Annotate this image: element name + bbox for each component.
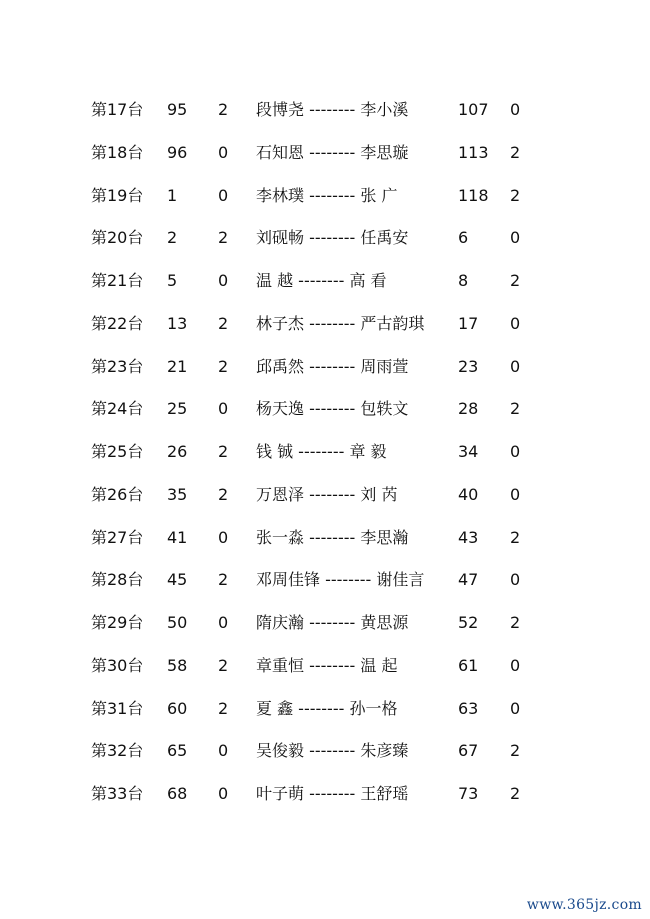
player-a-number: 5 [167, 271, 178, 290]
match-row [0, 431, 650, 474]
player-a-number: 35 [167, 484, 188, 504]
player-a-score: 0 [218, 399, 229, 419]
player-a-number: 96 [167, 142, 188, 162]
player-b-number: 61 [458, 655, 479, 675]
player-b-score: 2 [510, 613, 521, 632]
match-row [0, 175, 650, 218]
match-row [0, 517, 650, 560]
match-row [0, 89, 650, 132]
player-b-score: 2 [510, 527, 521, 547]
player-b-score: 0 [510, 484, 521, 504]
pairing-names: 段博尧 -------- 李小溪 [256, 100, 409, 119]
match-row [0, 346, 650, 389]
match-row [0, 645, 650, 688]
pairing-names: 刘砚畅 -------- 任禹安 [256, 228, 409, 248]
player-a-score: 0 [218, 741, 229, 761]
table-number: 第25台 [91, 442, 144, 461]
player-a-score: 2 [218, 570, 229, 590]
player-b-number: 23 [458, 356, 479, 376]
pairing-names: 林子杰 -------- 严古韵琪 [256, 313, 425, 333]
table-number: 第30台 [91, 655, 144, 675]
match-row [0, 217, 650, 260]
player-b-score: 2 [510, 399, 521, 419]
player-b-number: 34 [458, 442, 479, 461]
table-number: 第33台 [91, 784, 144, 803]
player-b-score: 2 [510, 741, 521, 761]
player-a-number: 95 [167, 100, 188, 119]
player-b-number: 107 [458, 100, 489, 119]
player-b-number: 40 [458, 484, 479, 504]
table-number: 第28台 [91, 570, 144, 590]
player-a-score: 2 [218, 655, 229, 675]
match-row [0, 388, 650, 431]
pairing-names: 章重恒 -------- 温 起 [256, 655, 398, 675]
pairing-names: 夏 鑫 -------- 孙一格 [256, 698, 398, 718]
match-row [0, 303, 650, 346]
player-b-number: 28 [458, 399, 479, 419]
table-number: 第26台 [91, 484, 144, 504]
table-number: 第24台 [91, 399, 144, 419]
player-b-number: 17 [458, 313, 479, 333]
player-a-number: 50 [167, 613, 188, 632]
pairing-names: 杨天逸 -------- 包轶文 [256, 399, 409, 419]
player-a-number: 41 [167, 527, 188, 547]
match-row [0, 559, 650, 602]
pairing-names: 叶子萌 -------- 王舒瑶 [256, 784, 409, 803]
player-b-number: 67 [458, 741, 479, 761]
player-a-score: 2 [218, 100, 229, 119]
table-number: 第32台 [91, 741, 144, 761]
player-a-number: 60 [167, 698, 188, 718]
player-b-score: 0 [510, 655, 521, 675]
player-a-score: 0 [218, 185, 229, 205]
player-a-score: 0 [218, 271, 229, 290]
pairing-names: 邓周佳锋 -------- 谢佳言 [256, 570, 425, 590]
match-row [0, 602, 650, 645]
table-number: 第20台 [91, 228, 144, 248]
player-a-number: 26 [167, 442, 188, 461]
player-a-score: 2 [218, 356, 229, 376]
player-a-number: 13 [167, 313, 188, 333]
table-number: 第17台 [91, 100, 144, 119]
pairing-names: 钱 铖 -------- 章 毅 [256, 442, 387, 461]
pairing-names: 李林璞 -------- 张 广 [256, 185, 398, 205]
player-a-score: 2 [218, 484, 229, 504]
player-a-score: 2 [218, 313, 229, 333]
player-a-score: 2 [218, 442, 229, 461]
match-row [0, 132, 650, 175]
pairing-names: 吴俊毅 -------- 朱彦臻 [256, 741, 409, 761]
player-a-score: 0 [218, 784, 229, 803]
table-number: 第19台 [91, 185, 144, 205]
player-a-score: 0 [218, 613, 229, 632]
player-b-number: 47 [458, 570, 479, 590]
player-b-score: 0 [510, 100, 521, 119]
table-number: 第31台 [91, 698, 144, 718]
player-a-score: 0 [218, 142, 229, 162]
player-a-score: 2 [218, 228, 229, 248]
player-a-number: 65 [167, 741, 188, 761]
player-a-score: 0 [218, 527, 229, 547]
player-a-number: 68 [167, 784, 188, 803]
pairing-names: 石知恩 -------- 李思璇 [256, 142, 409, 162]
player-a-number: 21 [167, 356, 188, 376]
site-watermark: www.365jz.com [526, 897, 642, 913]
player-b-score: 2 [510, 142, 521, 162]
player-b-score: 2 [510, 271, 521, 290]
player-b-score: 0 [510, 228, 521, 248]
pairing-names: 温 越 -------- 高 看 [256, 271, 387, 290]
table-number: 第29台 [91, 613, 144, 632]
player-b-score: 0 [510, 356, 521, 376]
player-b-score: 0 [510, 313, 521, 333]
table-number: 第27台 [91, 527, 144, 547]
player-b-score: 2 [510, 185, 521, 205]
player-a-number: 1 [167, 185, 178, 205]
match-row [0, 474, 650, 517]
match-row [0, 260, 650, 303]
match-row [0, 730, 650, 773]
player-b-number: 63 [458, 698, 479, 718]
player-b-number: 118 [458, 185, 489, 205]
player-b-number: 73 [458, 784, 479, 803]
table-number: 第22台 [91, 313, 144, 333]
player-a-score: 2 [218, 698, 229, 718]
pairing-names: 万恩泽 -------- 刘 芮 [256, 484, 398, 504]
player-a-number: 25 [167, 399, 188, 419]
player-b-number: 8 [458, 271, 469, 290]
table-number: 第23台 [91, 356, 144, 376]
match-results-list [0, 89, 650, 816]
table-number: 第18台 [91, 142, 144, 162]
player-b-score: 0 [510, 698, 521, 718]
match-row [0, 773, 650, 816]
player-a-number: 45 [167, 570, 188, 590]
player-b-number: 6 [458, 228, 469, 248]
player-b-number: 43 [458, 527, 479, 547]
player-b-number: 52 [458, 613, 479, 632]
pairing-names: 邱禹然 -------- 周雨萱 [256, 356, 409, 376]
pairing-names: 张一淼 -------- 李思瀚 [256, 527, 409, 547]
player-b-score: 0 [510, 570, 521, 590]
player-a-number: 58 [167, 655, 188, 675]
match-row [0, 688, 650, 731]
table-number: 第21台 [91, 271, 144, 290]
player-b-score: 0 [510, 442, 521, 461]
player-b-number: 113 [458, 142, 489, 162]
player-a-number: 2 [167, 228, 178, 248]
player-b-score: 2 [510, 784, 521, 803]
pairing-names: 隋庆瀚 -------- 黄思源 [256, 613, 409, 632]
